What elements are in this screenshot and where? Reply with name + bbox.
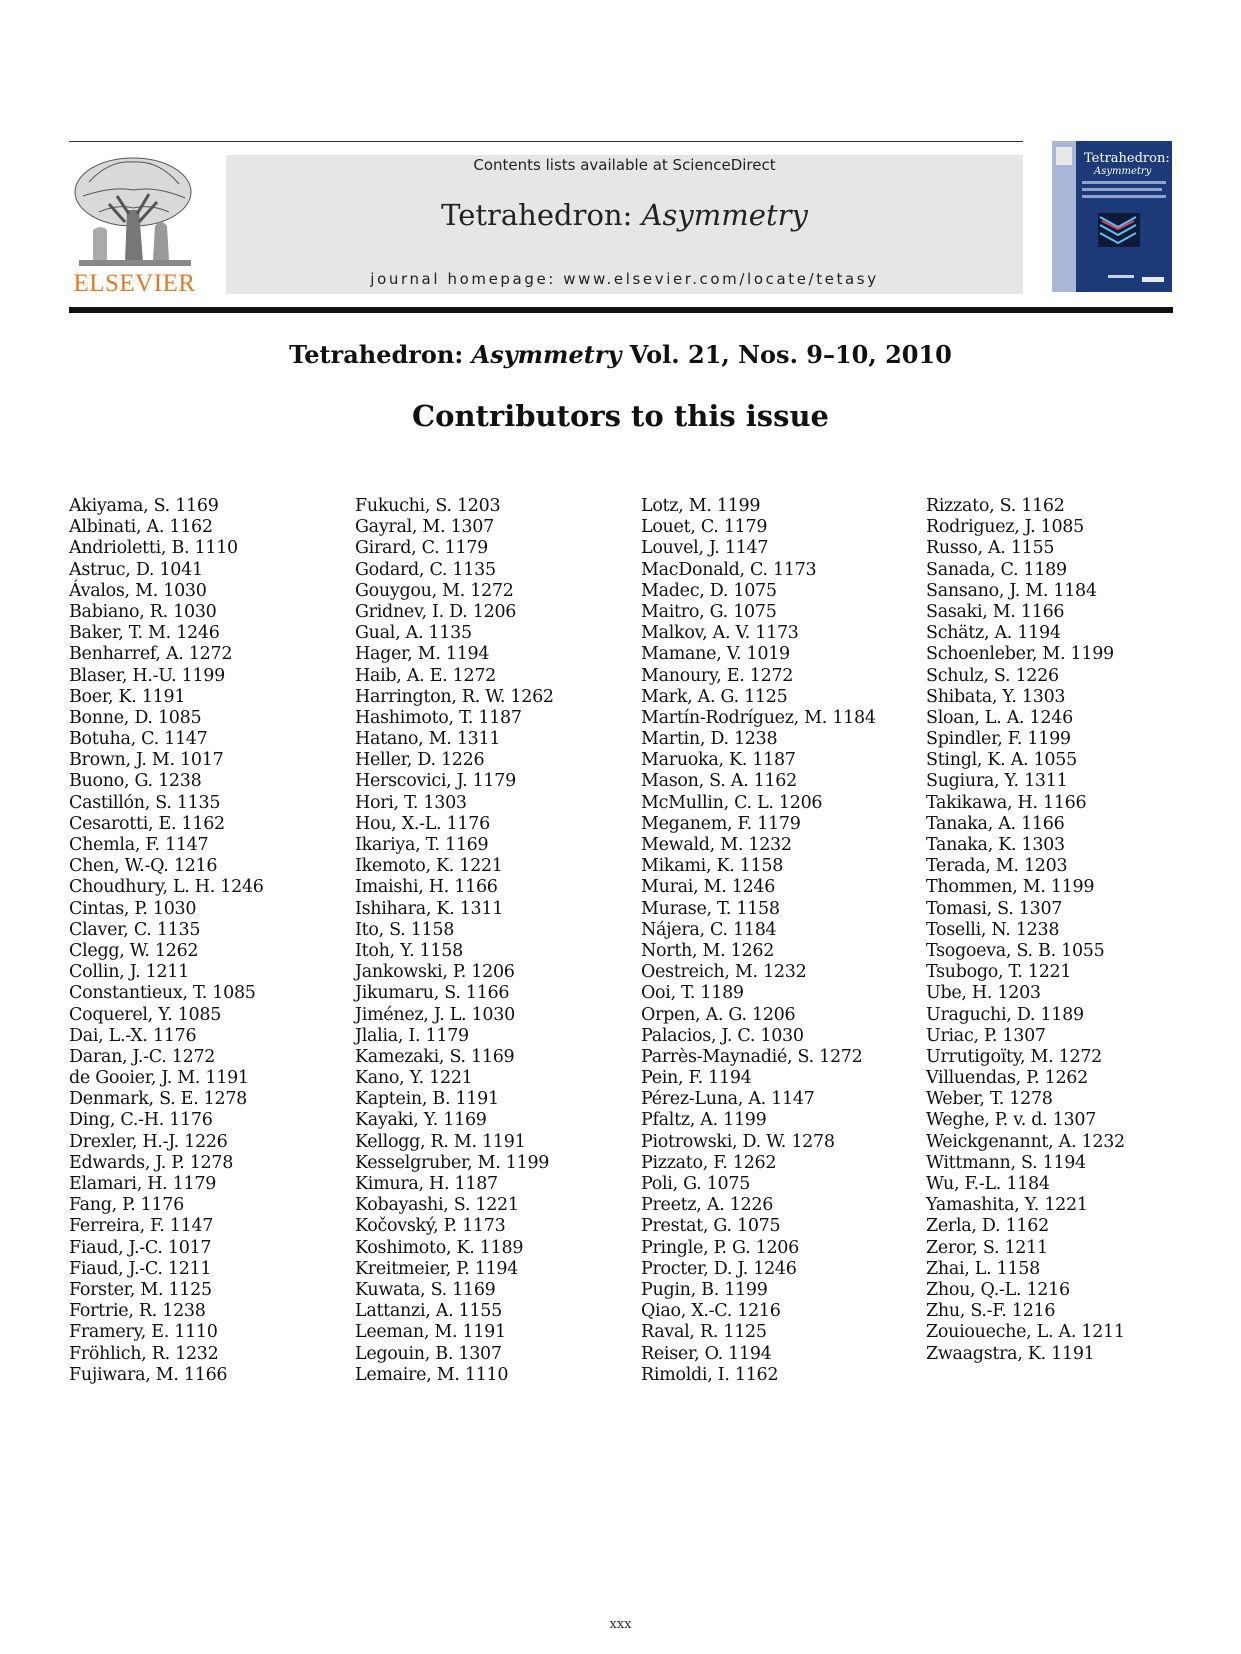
contributor-entry: McMullin, C. L. 1206 [641,792,823,813]
contributor-entry: Imaishi, H. 1166 [355,877,498,898]
contributor-entry: Forster, M. 1125 [69,1279,212,1300]
contributor-entry: Tsubogo, T. 1221 [926,962,1072,983]
contributor-entry: Stingl, K. A. 1055 [926,750,1077,771]
contributor-entry: Murai, M. 1246 [641,877,776,898]
contributor-entry: MacDonald, C. 1173 [641,559,817,580]
contributor-entry: Poli, G. 1075 [641,1174,751,1194]
contributor-entry: Kočovský, P. 1173 [355,1216,506,1237]
contributor-entry: Albinati, A. 1162 [69,517,213,538]
contributor-entry: Maruoka, K. 1187 [641,750,796,771]
contributor-entry: Urrutigoïty, M. 1272 [926,1046,1103,1067]
issue-title [0,340,1241,369]
contributor-entry: Gual, A. 1135 [355,623,472,644]
contributor-entry: Ooi, T. 1189 [641,983,744,1004]
contributor-entry: Denmark, S. E. 1278 [69,1089,248,1110]
contributor-entry: Kobayashi, S. 1221 [355,1195,519,1216]
contributor-entry: Cesarotti, E. 1162 [69,813,225,834]
contributor-entry: Zerla, D. 1162 [926,1216,1049,1237]
contributor-entry: Malkov, A. V. 1173 [641,623,799,644]
contributor-entry: Pringle, P. G. 1206 [641,1237,799,1258]
contributor-entry: Cintas, P. 1030 [69,898,197,919]
contributor-entry: Reiser, O. 1194 [641,1343,772,1364]
contributor-entry: Mamane, V. 1019 [641,644,790,665]
cover-title: Tetrahedron: [1084,151,1170,166]
contributor-entry: Orpen, A. G. 1206 [641,1004,796,1025]
contributor-entry: Yamashita, Y. 1221 [926,1195,1088,1216]
contributor-entry: Gridnev, I. D. 1206 [355,601,517,622]
contents-note[interactable]: Contents lists available at ScienceDirect [473,156,776,174]
contributor-entry: Fiaud, J.-C. 1211 [69,1258,212,1279]
contributor-entry: Pérez-Luna, A. 1147 [641,1089,815,1110]
contributor-entry: Coquerel, Y. 1085 [69,1004,222,1025]
journal-cover-thumbnail[interactable] [1052,141,1172,292]
contributor-entry: Rizzato, S. 1162 [926,496,1065,516]
contributor-entry: Piotrowski, D. W. 1278 [641,1131,835,1152]
contributor-entry: Fang, P. 1176 [69,1195,184,1216]
banner-journal-title [226,198,1023,232]
contributor-entry: Framery, E. 1110 [69,1322,218,1343]
publisher-wordmark: ELSEVIER [73,270,196,297]
contributor-entry: Lemaire, M. 1110 [355,1364,509,1385]
contributor-entry: Kamezaki, S. 1169 [355,1046,515,1067]
contributor-entry: Weghe, P. v. d. 1307 [926,1110,1097,1131]
contributor-entry: Pein, F. 1194 [641,1068,752,1089]
contributor-entry: Jikumaru, S. 1166 [355,983,510,1004]
contributor-entry: Raval, R. 1125 [641,1322,767,1343]
journal-banner [226,155,1023,294]
contributor-entry: Murase, T. 1158 [641,898,780,919]
contributor-entry: Gouygou, M. 1272 [355,580,514,601]
contributor-entry: Godard, C. 1135 [355,559,496,580]
contributor-entry: Buono, G. 1238 [69,771,202,792]
contributor-entry: Gayral, M. 1307 [355,517,494,538]
contributor-entry: Kellogg, R. M. 1191 [355,1131,526,1152]
banner-journal-name-italic: Asymmetry [641,198,808,232]
contributor-entry: Kaptein, B. 1191 [355,1089,499,1110]
contributor-entry: Kuwata, S. 1169 [355,1279,496,1300]
contributor-entry: Claver, C. 1135 [69,919,201,940]
contributor-entry: de Gooier, J. M. 1191 [69,1068,249,1089]
issue-volume: Vol. 21, Nos. 9–10, 2010 [621,340,952,369]
contributor-column-2 [355,496,625,1386]
contributor-column-1 [69,496,339,1386]
contributor-entry: Benharref, A. 1272 [69,644,233,665]
contributor-entry: Ávalos, M. 1030 [69,580,207,601]
contributor-entry: Fortrie, R. 1238 [69,1301,206,1322]
contributor-entry: Collin, J. 1211 [69,962,189,983]
issue-journal-name-italic: Asymmetry [471,340,622,369]
contributor-entry: Kimura, H. 1187 [355,1174,498,1194]
contributor-entry: Astruc, D. 1041 [69,559,203,580]
contributor-entry: Zeror, S. 1211 [926,1237,1048,1258]
contributor-entry: Meganem, F. 1179 [641,813,801,834]
contributor-entry: Zhou, Q.-L. 1216 [926,1279,1070,1300]
contributor-entry: Wittmann, S. 1194 [926,1152,1086,1173]
contributor-entry: Martin, D. 1238 [641,729,778,750]
contributor-entry: Choudhury, L. H. 1246 [69,877,264,898]
contributor-entry: Constantieux, T. 1085 [69,983,256,1004]
contributor-entry: Akiyama, S. 1169 [69,496,219,516]
contributor-entry: Herscovici, J. 1179 [355,771,516,792]
contributor-entry: Terada, M. 1203 [926,856,1068,877]
contributor-entry: North, M. 1262 [641,940,775,961]
contributor-entry: Botuha, C. 1147 [69,729,208,750]
contributor-entry: Schulz, S. 1226 [926,665,1059,686]
contributor-entry: Fiaud, J.-C. 1017 [69,1237,212,1258]
contributor-entry: Brown, J. M. 1017 [69,750,224,771]
cover-subtitle: Asymmetry [1094,166,1152,177]
contributor-entry: Sansano, J. M. 1184 [926,580,1097,601]
contributor-entry: Mikami, K. 1158 [641,856,784,877]
contributor-entry: Louvel, J. 1147 [641,538,769,559]
page-title: Contributors to this issue [412,399,829,433]
contributor-entry: Edwards, J. P. 1278 [69,1152,234,1173]
contributor-entry: Zwaagstra, K. 1191 [926,1343,1095,1364]
contributor-entry: Rodriguez, J. 1085 [926,517,1084,538]
contributor-entry: Tanaka, K. 1303 [926,835,1065,855]
contributor-entry: Blaser, H.-U. 1199 [69,665,225,686]
contributor-entry: Clegg, W. 1262 [69,940,199,961]
contributor-entry: Zhu, S.-F. 1216 [926,1301,1056,1322]
contributor-entry: Ikariya, T. 1169 [355,835,489,855]
contributor-entry: Toselli, N. 1238 [926,919,1060,940]
contributor-entry: Manoury, E. 1272 [641,665,794,686]
contributor-entry: Madec, D. 1075 [641,580,777,601]
contributor-entry: Pizzato, F. 1262 [641,1152,777,1173]
contributor-entry: Shibata, Y. 1303 [926,686,1066,707]
contributor-entry: Castillón, S. 1135 [69,792,221,813]
contributor-entry: Ferreira, F. 1147 [69,1216,214,1237]
contributor-entry: Hou, X.-L. 1176 [355,813,490,834]
contributor-entry: Boer, K. 1191 [69,686,186,707]
contributor-entry: Procter, D. J. 1246 [641,1258,797,1279]
contributor-entry: Tsogoeva, S. B. 1055 [926,940,1105,961]
contributor-entry: Weber, T. 1278 [926,1089,1053,1110]
contributor-entry: Harrington, R. W. 1262 [355,686,554,707]
header-thick-rule [69,307,1173,313]
contributor-entry: Takikawa, H. 1166 [926,792,1087,813]
contributor-entry: Parrès-Maynadié, S. 1272 [641,1046,863,1067]
contributor-entry: Ding, C.-H. 1176 [69,1110,213,1131]
contributor-entry: Pfaltz, A. 1199 [641,1110,767,1131]
contributor-entry: Chen, W.-Q. 1216 [69,856,218,877]
contributor-entry: Pugin, B. 1199 [641,1279,768,1300]
contributor-entry: Schätz, A. 1194 [926,623,1061,644]
contributor-entry: Elamari, H. 1179 [69,1174,217,1194]
contributor-entry: Qiao, X.-C. 1216 [641,1301,781,1322]
contributor-entry: Girard, C. 1179 [355,538,488,559]
contributor-entry: Nájera, C. 1184 [641,919,777,940]
contributor-entry: Russo, A. 1155 [926,538,1055,559]
contributor-entry: Hori, T. 1303 [355,792,467,813]
contributor-entry: Hatano, M. 1311 [355,729,501,750]
contributor-entry: Daran, J.-C. 1272 [69,1046,216,1067]
contributor-entry: Oestreich, M. 1232 [641,962,807,983]
contributor-entry: Palacios, J. C. 1030 [641,1025,804,1046]
contributor-entry: Wu, F.-L. 1184 [926,1174,1050,1194]
contributor-entry: Rimoldi, I. 1162 [641,1364,779,1385]
contributor-entry: Dai, L.-X. 1176 [69,1025,197,1046]
contributor-entry: Fujiwara, M. 1166 [69,1364,228,1385]
contributor-entry: Legouin, B. 1307 [355,1343,502,1364]
contributor-entry: Maitro, G. 1075 [641,601,777,622]
contributor-entry: Fröhlich, R. 1232 [69,1343,219,1364]
contributor-entry: Mason, S. A. 1162 [641,771,797,792]
contributor-entry: Drexler, H.-J. 1226 [69,1131,228,1152]
contributor-entry: Babiano, R. 1030 [69,601,217,622]
contributor-entry: Villuendas, P. 1262 [926,1068,1088,1089]
contributor-entry: Kesselgruber, M. 1199 [355,1152,550,1173]
contributor-entry: Weickgenannt, A. 1232 [926,1131,1125,1152]
contributor-entry: Spindler, F. 1199 [926,729,1071,750]
contributor-entry: Schoenleber, M. 1199 [926,644,1114,665]
contributor-entry: Haib, A. E. 1272 [355,665,497,686]
contributor-entry: Lotz, M. 1199 [641,496,761,516]
contributor-entry: Jlalia, I. 1179 [355,1025,469,1046]
contributor-entry: Chemla, F. 1147 [69,835,209,855]
contributor-entry: Kayaki, Y. 1169 [355,1110,487,1131]
contributor-entry: Preetz, A. 1226 [641,1195,774,1216]
contributor-entry: Sasaki, M. 1166 [926,601,1065,622]
contributor-entry: Fukuchi, S. 1203 [355,496,501,516]
contributor-entry: Hashimoto, T. 1187 [355,707,522,728]
contributor-entry: Thommen, M. 1199 [926,877,1095,898]
contributor-entry: Ishihara, K. 1311 [355,898,504,919]
contributor-entry: Mark, A. G. 1125 [641,686,788,707]
contributor-entry: Mewald, M. 1232 [641,835,792,855]
contributor-entry: Ikemoto, K. 1221 [355,856,503,877]
elsevier-tree-icon [69,152,200,270]
contributor-entry: Martín-Rodríguez, M. 1184 [641,707,876,728]
contributor-entry: Heller, D. 1226 [355,750,485,771]
contributor-entry: Tomasi, S. 1307 [926,898,1063,919]
contributor-entry: Kano, Y. 1221 [355,1068,473,1089]
contributor-entry: Uraguchi, D. 1189 [926,1004,1084,1025]
contributor-entry: Kreitmeier, P. 1194 [355,1258,519,1279]
contributor-entry: Baker, T. M. 1246 [69,623,220,644]
banner-journal-name: Tetrahedron: [441,198,642,232]
contributor-entry: Jankowski, P. 1206 [355,962,515,983]
contributor-entry: Prestat, G. 1075 [641,1216,781,1237]
elsevier-logo[interactable] [69,152,200,297]
contributor-entry: Zhai, L. 1158 [926,1258,1040,1279]
contributor-column-4 [926,496,1196,1365]
issue-journal-name: Tetrahedron: [289,340,472,369]
journal-homepage-link[interactable]: journal homepage: www.elsevier.com/locate/tetasy [370,270,879,288]
contributor-entry: Sugiura, Y. 1311 [926,771,1068,792]
contributor-entry: Ube, H. 1203 [926,983,1041,1004]
contributor-entry: Jiménez, J. L. 1030 [355,1004,515,1025]
contributor-entry: Tanaka, A. 1166 [926,813,1065,834]
contributor-entry: Koshimoto, K. 1189 [355,1237,524,1258]
contributor-column-3 [641,496,911,1386]
contributor-entry: Sloan, L. A. 1246 [926,707,1073,728]
contributor-entry: Leeman, M. 1191 [355,1322,506,1343]
contributor-entry: Zouioueche, L. A. 1211 [926,1322,1125,1343]
contributor-entry: Ito, S. 1158 [355,919,455,940]
contributor-entry: Hager, M. 1194 [355,644,490,665]
contributor-entry: Itoh, Y. 1158 [355,940,463,961]
contributor-entry: Bonne, D. 1085 [69,707,202,728]
header-top-rule [69,141,1023,142]
contributor-entry: Lattanzi, A. 1155 [355,1301,502,1322]
contributor-entry: Uriac, P. 1307 [926,1025,1046,1046]
page-folio: xxx [609,1617,632,1632]
contributor-entry: Louet, C. 1179 [641,517,768,538]
contributor-entry: Sanada, C. 1189 [926,559,1067,580]
contributor-entry: Andrioletti, B. 1110 [69,538,238,559]
